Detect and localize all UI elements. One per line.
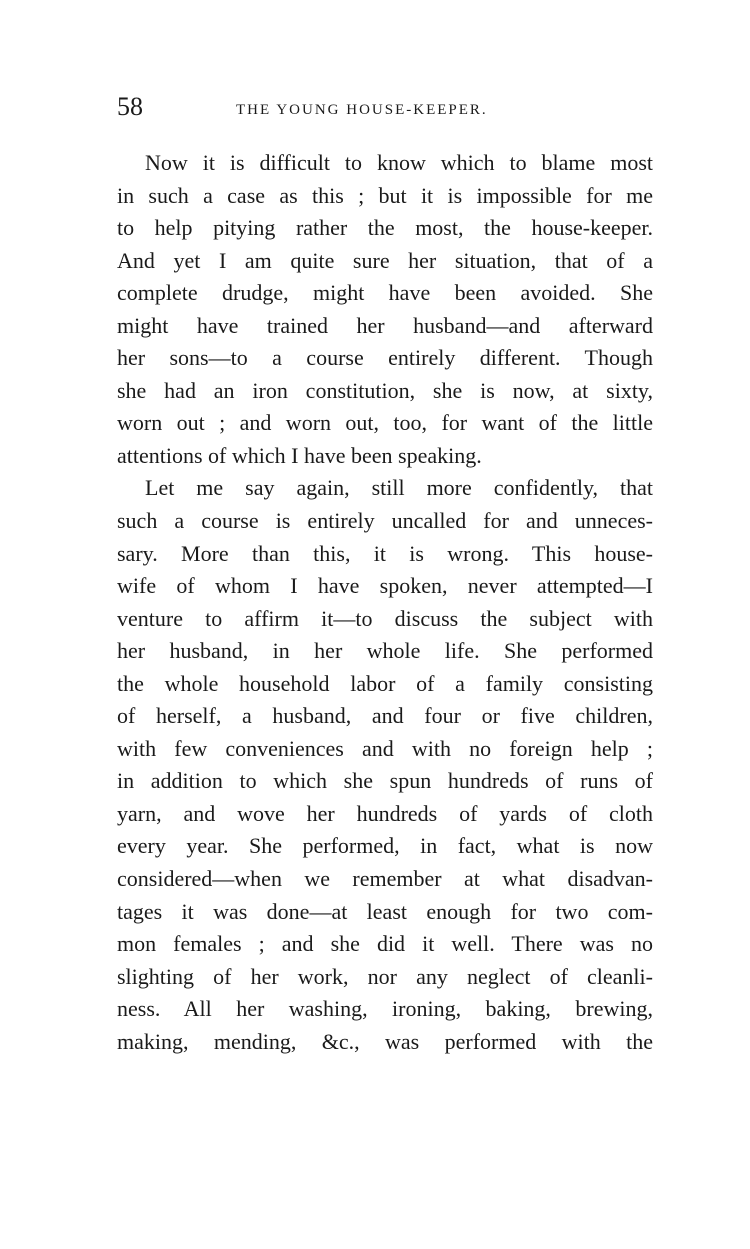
- paragraph-2-line: slighting of her work, nor any neglect of cleanli-: [117, 963, 653, 989]
- paragraph-1-line: worn out ; and worn out, too, for want of the little: [117, 410, 653, 436]
- body-text: [117, 147, 653, 1058]
- paragraph-2-line: such a course is entirely uncalled for and unneces-: [117, 508, 653, 534]
- paragraph-1-line: her sons—to a course entirely different. Though: [117, 345, 653, 371]
- paragraph-1-line: complete drudge, might have been avoided. She: [117, 280, 653, 306]
- paragraph-2-line: making, mending, &c., was performed with the: [117, 1028, 653, 1054]
- paragraph-2-line: in addition to which she spun hundreds of runs of: [117, 768, 653, 794]
- paragraph-2-line: of herself, a husband, and four or five children,: [117, 703, 653, 729]
- paragraph-2-line: every year. She performed, in fact, what is now: [117, 833, 653, 859]
- paragraph-2-line: wife of whom I have spoken, never attempted—I: [117, 573, 653, 599]
- paragraph-2-line: her husband, in her whole life. She performed: [117, 638, 653, 664]
- paragraph-2-line: Let me say again, still more confidently, that: [145, 475, 653, 501]
- page-number: 58: [117, 92, 143, 121]
- paragraph-2-line: sary. More than this, it is wrong. This house-: [117, 540, 653, 566]
- paragraph-2-line: with few conveniences and with no foreign help ;: [117, 735, 653, 761]
- paragraph-2-line: tages it was done—at least enough for two com-: [117, 898, 653, 924]
- running-title: THE YOUNG HOUSE-KEEPER.: [236, 102, 488, 118]
- paragraph-1-line: attentions of which I have been speaking.: [117, 442, 482, 468]
- paragraph-2-line: mon females ; and she did it well. There was no: [117, 931, 653, 957]
- paragraph-1-line: And yet I am quite sure her situation, that of a: [117, 247, 653, 273]
- paragraph-2-line: ness. All her washing, ironing, baking, brewing,: [117, 996, 653, 1022]
- paragraph-2-line: considered—when we remember at what disadvan-: [117, 866, 653, 892]
- paragraph-1-line: might have trained her husband—and afterward: [117, 312, 653, 338]
- paragraph-2-line: the whole household labor of a family consisting: [117, 670, 653, 696]
- paragraph-1-line: she had an iron constitution, she is now, at sixty,: [117, 377, 653, 403]
- paragraph-2-line: yarn, and wove her hundreds of yards of cloth: [117, 800, 653, 826]
- paragraph-1-line: in such a case as this ; but it is impossible for me: [117, 182, 653, 208]
- paragraph-1-line: Now it is difficult to know which to blame most: [145, 150, 653, 175]
- paragraph-2-line: venture to affirm it—to discuss the subject with: [117, 605, 653, 631]
- paragraph-1-line: to help pitying rather the most, the house-keeper.: [117, 215, 653, 241]
- running-head: [117, 92, 657, 122]
